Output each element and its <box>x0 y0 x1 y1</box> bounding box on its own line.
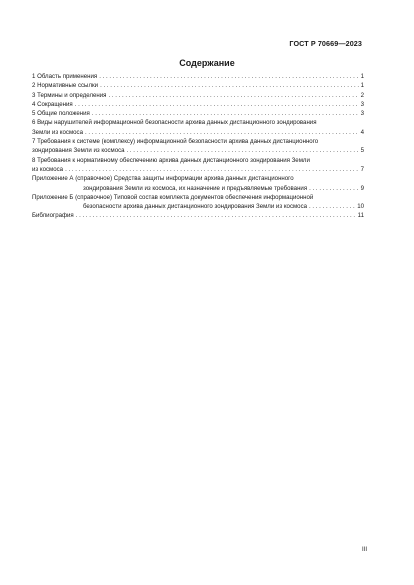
toc-entry[interactable] <box>32 109 364 118</box>
toc-entry[interactable] <box>32 72 364 81</box>
dot-leader <box>99 72 358 81</box>
page-number: III <box>361 547 367 553</box>
toc-entry[interactable] <box>32 137 364 156</box>
toc-entry-page: 1 <box>360 73 364 80</box>
toc-entry-text: 2 Нормативные ссылки <box>32 82 99 90</box>
toc-entry[interactable] <box>32 156 364 175</box>
toc-entry[interactable] <box>32 118 364 137</box>
toc-entry-text: зондирования Земли из космоса, их назначение и предъявляемые требования <box>83 184 308 192</box>
toc-entry-text: 1 Область применения <box>32 73 98 80</box>
toc-entry-text: 7 Требования к системе (комплексу) информационной безопасности архива данных дистанционного <box>32 138 319 146</box>
dot-leader <box>65 165 359 174</box>
dot-leader <box>100 81 359 90</box>
toc-entry-text: Библиография <box>32 212 74 220</box>
toc-entry-page: 10 <box>357 203 364 211</box>
document-code: ГОСТ Р 70669—2023 <box>289 39 362 48</box>
toc-entry-page: 3 <box>360 110 364 118</box>
dot-leader <box>76 211 356 220</box>
toc-entry-page: 9 <box>360 184 364 192</box>
toc-entry-page: 1 <box>360 82 364 90</box>
toc-entry-text: зондирования Земли из космоса <box>32 147 125 155</box>
toc-entry-page: 3 <box>360 100 364 108</box>
dot-leader <box>309 202 355 211</box>
dot-leader <box>92 109 359 118</box>
toc-entry-text: 5 Общие положения <box>32 110 90 118</box>
toc-entry-page: 5 <box>360 147 364 155</box>
toc-entry-page: 4 <box>360 128 364 136</box>
toc-entry[interactable] <box>32 81 364 90</box>
toc-title: Содержание <box>179 58 235 68</box>
toc-entry[interactable] <box>32 91 364 100</box>
table-of-contents <box>32 72 364 221</box>
toc-entry-text: из космоса <box>32 165 64 173</box>
toc-entry-text: 3 Термины и определения <box>32 91 107 99</box>
toc-entry[interactable] <box>32 100 364 109</box>
dot-leader <box>85 128 359 137</box>
toc-entry[interactable] <box>32 193 364 212</box>
toc-entry-page: 11 <box>357 212 364 220</box>
toc-entry-page: 7 <box>360 165 364 173</box>
dot-leader <box>108 91 358 100</box>
dot-leader <box>75 100 359 109</box>
toc-entry-text: безопасности архива данных дистанционного зондирования Земли из космоса <box>83 203 308 211</box>
toc-entry-page: 2 <box>360 91 364 99</box>
toc-entry[interactable] <box>32 211 364 220</box>
dot-leader <box>309 184 358 193</box>
dot-leader <box>127 146 359 155</box>
toc-entry[interactable] <box>32 174 364 193</box>
toc-entry-text: Приложение Б (справочное) Типовой состав комплекта документов обеспечения информационной <box>32 193 314 201</box>
toc-entry-text: Приложение А (справочное) Средства защиты информации архива данных дистанционного <box>32 175 294 183</box>
toc-entry-text: 6 Виды нарушителей информационной безопасности архива данных дистанционного зондирования <box>32 119 317 127</box>
toc-entry-text: 4 Сокращения <box>32 100 73 108</box>
toc-entry-text: Земли из космоса <box>32 128 83 136</box>
toc-entry-text: 8 Требования к нормативному обеспечению архива данных дистанционного зондирования Земли <box>32 156 310 164</box>
